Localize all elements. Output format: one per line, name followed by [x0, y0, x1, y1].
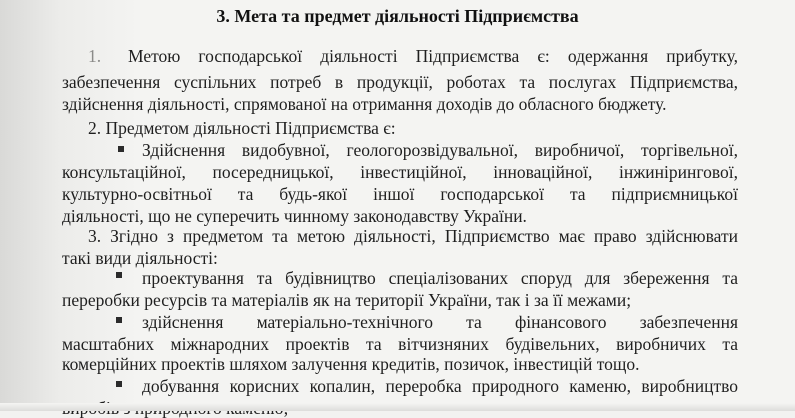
paragraph-1-number: 1. — [88, 46, 102, 66]
bullet-marker — [116, 272, 122, 278]
paragraph-2-bullet-1-line-4: діяльності, що не суперечить чинному законодавству України. — [62, 206, 527, 226]
paragraph-2-bullet-1-line-3: культурно-освітньої та будь-якої іншої господарської та підприємницької — [62, 184, 738, 204]
bullet-marker — [118, 146, 124, 152]
paragraph-2-line-1: 2. Предметом діяльності Підприємства є: — [88, 118, 396, 138]
paragraph-3-line-2: такі види діяльності: — [62, 248, 218, 268]
page-bottom-edge — [0, 403, 795, 411]
paragraph-2-bullet-1-line-1: Здійснення видобувної, геологорозвідувальної, виробничої, торгівельної, — [142, 140, 738, 160]
bullet-marker — [116, 381, 122, 387]
bullet-marker — [116, 317, 122, 323]
paragraph-3-bullet-2-line-3: комерційних проектів шляхом залучення кредитів, позичок, інвестицій тощо. — [62, 354, 640, 374]
paragraph-3-bullet-1-line-2: переробки ресурсів та матеріалів як на території України, так і за її межами; — [62, 290, 632, 310]
paragraph-2-bullet-1-line-2: консультаційної, посередницької, інвестиційної, інноваційної, інжинірингової, — [62, 162, 738, 182]
paragraph-3-line-1: 3. Згідно з предметом та метою діяльності, Підприємство має право здійснювати — [88, 226, 738, 246]
paragraph-3-bullet-2-line-2: масштабних міжнародних проектів та вітчизняних будівельних, виробничих та — [62, 334, 738, 354]
paragraph-3-bullet-2-line-1: здійснення матеріально-технічного та фінансового забезпечення — [142, 312, 738, 332]
section-heading: 3. Мета та предмет діяльності Підприємства — [216, 6, 579, 26]
paragraph-3-bullet-1-line-1: проектування та будівництво спеціалізованих споруд для збереження та — [142, 268, 738, 288]
paragraph-1-line-3: здійснення діяльності, спрямованої на отримання доходів до обласного бюджету. — [62, 94, 667, 114]
paragraph-3-bullet-3-line-1: добування корисних копалин, переробка природного каменю, виробництво — [142, 376, 738, 396]
paragraph-1-line-1: Метою господарської діяльності Підприємства є: одержання прибутку, — [128, 46, 738, 66]
paragraph-1-line-2: забезпечення суспільних потреб в продукції, роботах та послугах Підприємства, — [62, 72, 738, 92]
